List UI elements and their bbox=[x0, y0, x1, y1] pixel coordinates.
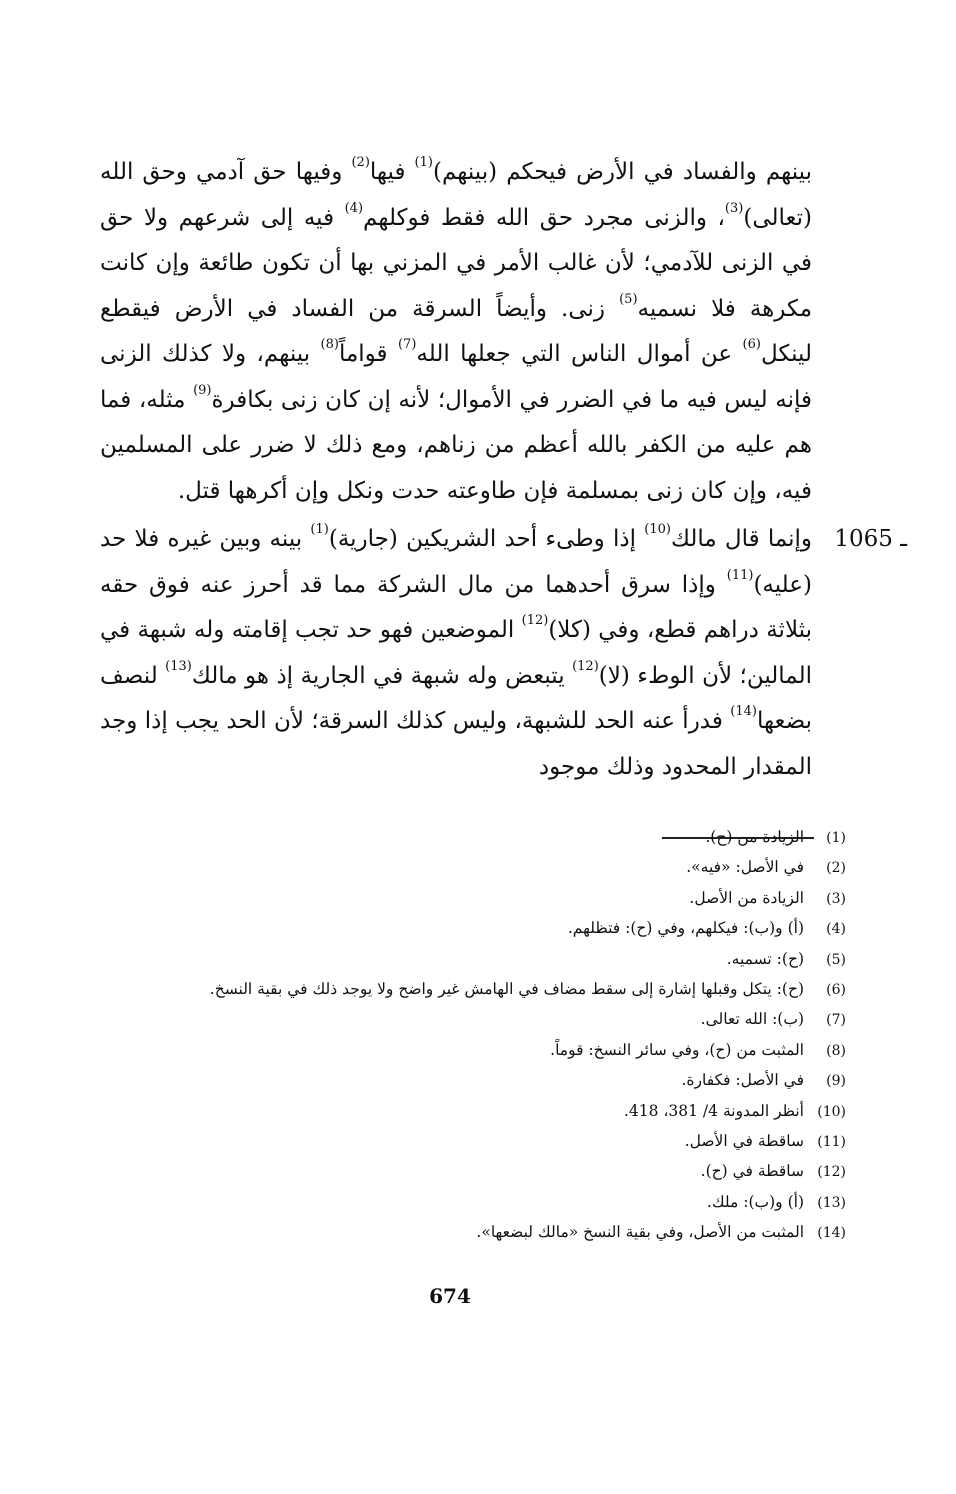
footnote-text: الزيادة من (ح). bbox=[705, 828, 804, 846]
footnote-number: (5) bbox=[826, 951, 846, 968]
footnote-marker: (2) bbox=[351, 155, 370, 171]
footnote-number: (2) bbox=[826, 860, 846, 877]
footnote-item bbox=[86, 1217, 846, 1247]
footnote-text: (ح): تسميه. bbox=[726, 949, 804, 968]
footnote-text: الزيادة من الأصل. bbox=[689, 888, 804, 907]
footnote-marker: (11) bbox=[726, 567, 754, 583]
footnote-item bbox=[86, 974, 846, 1004]
footnote-item bbox=[86, 1065, 846, 1095]
footnote-marker: (13) bbox=[165, 658, 192, 674]
footnote-item bbox=[86, 852, 846, 882]
paragraph-number: 1065 ـ bbox=[834, 526, 907, 552]
footnote-marker: (3) bbox=[724, 200, 744, 216]
footnote-text: المثبت من (ح)، وفي سائر النسخ: قوماً. bbox=[550, 1040, 804, 1059]
footnote-text: (أ) و(ب): ملك. bbox=[706, 1192, 804, 1211]
footnote-text: المثبت من الأصل، وفي بقية النسخ «مالك لبضعها». bbox=[476, 1223, 804, 1242]
footnote-marker: (1) bbox=[310, 522, 329, 538]
footnote-text: (أ) و(ب): فيكلهم، وفي (ح): فتظلهم. bbox=[567, 919, 804, 938]
footnote-marker: (6) bbox=[742, 337, 761, 353]
paragraph-1065-text: وإنما قال مالك$^{(10)}$ إذا وطىء أحد الشريكين (جارية)$^{(1)}$ بينه وبين غيره فلا حد (عليه)$^{(11)}$ وإذا سرق أحدهما من مال الشركة مما قد أحرز عنه فوق حقه بثلاثة دراهم قطع، وفي (كلا)$^{(12)}$ الموضعين فهو حد تجب إقامته وله شبهة في المالين؛ لأن الوطء (لا)$^{(12)}$ يتبعض وله شبهة في الجارية إذ هو مالك$^{(13)}$ لنصف بضعها$^{(14)}$ فدرأ عنه الحد للشبهة، وليس كذلك السرقة؛ لأن الحد يجب إذا وجد المقدار المحدود وذلك موجود bbox=[100, 522, 813, 780]
footnote-text: (ح): يتكل وقبلها إشارة إلى سقط مضاف في الهامش غير واضح ولا يوجد ذلك في بقية النسخ. bbox=[209, 979, 804, 998]
footnote-item bbox=[86, 913, 846, 943]
footnote-number: (8) bbox=[826, 1042, 846, 1059]
footnote-marker: (9) bbox=[193, 382, 212, 398]
footnote-item bbox=[86, 1126, 846, 1156]
footnote-text: في الأصل: فكفارة. bbox=[681, 1071, 804, 1090]
footnote-marker: (7) bbox=[397, 337, 417, 353]
footnote-marker: (12) bbox=[572, 658, 599, 674]
footnote-item bbox=[86, 1004, 846, 1034]
footnote-item bbox=[86, 1096, 846, 1126]
footnote-marker: (5) bbox=[619, 291, 638, 307]
footnote-item bbox=[86, 944, 846, 974]
footnote-number: (7) bbox=[826, 1012, 846, 1029]
footnote-marker: (1) bbox=[414, 155, 433, 171]
footnote-text: ساقطة في الأصل. bbox=[684, 1131, 804, 1150]
footnotes-list bbox=[86, 822, 846, 1247]
footnote-item bbox=[86, 883, 846, 913]
footnote-item bbox=[86, 1035, 846, 1065]
footnote-number: (9) bbox=[826, 1073, 846, 1090]
paragraph-1: بينهم والفساد في الأرض فيحكم (بينهم)$^{(1)}$ فيها$^{(2)}$ وفيها حق آدمي وحق الله (تعالى)$^{(3)}$، والزنى مجرد حق الله فقط فوكلهم$^{(4)}$ فيه إلى شرعهم ولا حق في الزنى للآدمي؛ لأن غالب الأمر في المزني بها أن تكون طائعة وإن كانت مكرهة فلا نسميه$^{(5)}$ زنى. وأيضاً السرقة من الفساد في الأرض فيقطع لينكل$^{(6)}$ عن أموال الناس التي جعلها الله$^{(7)}$ قواماً$^{(8)}$ بينهم، ولا كذلك الزنى فإنه ليس فيه ما في الضرر في الأموال؛ لأنه إن كان زنى بكافرة$^{(9)}$ مثله، فما هم عليه من الكفر بالله أعظم من زناهم، ومع ذلك لا ضرر على المسلمين فيه، وإن كان زنى بمسلمة فإن طاوعته حدت ونكل وإن أكرهها قتل. bbox=[100, 155, 813, 504]
page-number: 674 bbox=[429, 1284, 471, 1308]
footnote-text: في الأصل: «فيه». bbox=[686, 858, 804, 877]
footnote-text: أنظر المدونة 4/ 381، 418. bbox=[623, 1101, 804, 1120]
footnote-number: (3) bbox=[826, 890, 846, 907]
main-text bbox=[100, 150, 907, 790]
footnote-marker: (10) bbox=[644, 522, 671, 538]
footnote-marker: (14) bbox=[730, 704, 757, 720]
footnote-item bbox=[86, 822, 846, 852]
footnote-number: (13) bbox=[817, 1194, 846, 1211]
footnote-number: (10) bbox=[817, 1103, 846, 1120]
footnote-number: (12) bbox=[817, 1164, 846, 1181]
footnote-number: (6) bbox=[826, 981, 846, 998]
footnote-item bbox=[86, 1156, 846, 1186]
footnote-text: ساقطة في (ح). bbox=[700, 1162, 804, 1181]
footnote-number: (14) bbox=[817, 1225, 846, 1242]
footnote-marker: (12) bbox=[521, 613, 549, 629]
footnote-marker: (8) bbox=[320, 337, 339, 353]
footnote-marker: (4) bbox=[344, 200, 364, 216]
footnote-number: (1) bbox=[826, 830, 846, 846]
footnote-number: (4) bbox=[826, 921, 846, 938]
footnote-text: (ب): الله تعالى. bbox=[700, 1010, 804, 1029]
footnote-number: (11) bbox=[817, 1133, 846, 1150]
paragraph-1065 bbox=[100, 517, 907, 790]
footnote-item bbox=[86, 1187, 846, 1217]
